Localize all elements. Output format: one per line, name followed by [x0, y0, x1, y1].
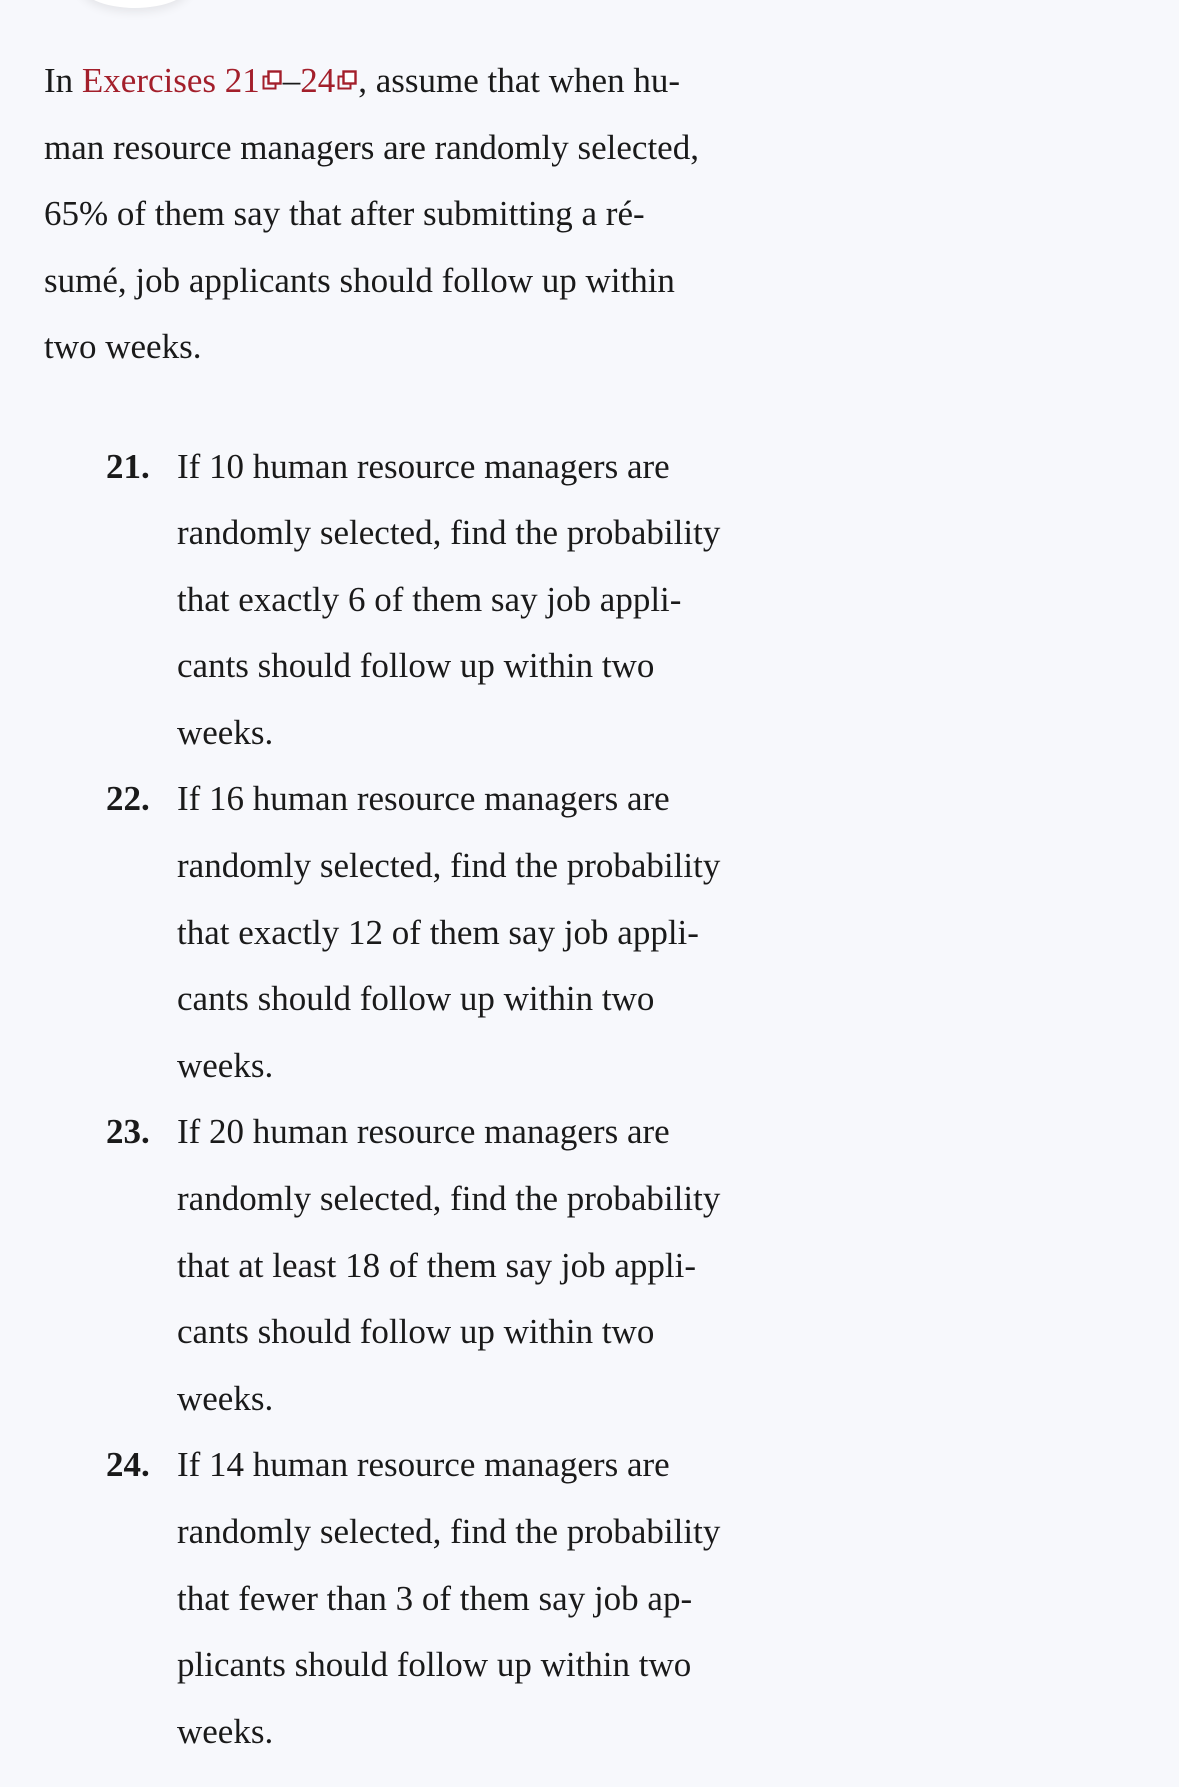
exercise-section [44, 48, 844, 1765]
intro-line: sumé, job applicants should follow up within [44, 260, 675, 300]
exercise-text-line: weeks. [177, 1711, 274, 1751]
exercise-number: 23. [106, 1112, 150, 1152]
exercise-text-line: weeks. [177, 1045, 274, 1085]
exercise-text-line: If 16 human resource managers are [177, 779, 670, 819]
exercise-text-line: cants should follow up within two [177, 979, 655, 1019]
exercise-21-link[interactable]: Exercises 21 [82, 61, 283, 100]
exercise-23 [106, 1099, 844, 1432]
exercise-24-link[interactable]: 24 [300, 61, 358, 100]
intro-line: man resource managers are randomly selected, [44, 127, 699, 167]
intro-line: two weeks. [44, 327, 202, 366]
external-link-icon [337, 70, 357, 90]
exercise-text-line: weeks. [177, 712, 274, 752]
exercise-text-line: If 20 human resource managers are [177, 1112, 670, 1152]
exercise-21 [106, 434, 844, 767]
intro-line: In Exercises 21 –24 , assume that when hu- [44, 61, 680, 100]
intro-paragraph [44, 48, 844, 381]
external-link-icon [262, 70, 282, 90]
exercise-text-line: randomly selected, find the probability [177, 1512, 721, 1551]
exercise-number: 22. [106, 779, 150, 819]
exercise-list [44, 434, 844, 1766]
exercise-text-line: that exactly 12 of them say job appli- [177, 912, 699, 952]
exercise-number: 21. [106, 446, 150, 486]
exercise-text-line: randomly selected, find the probability [177, 846, 721, 886]
exercise-text-line: cants should follow up within two [177, 1312, 655, 1352]
exercise-text-line: randomly selected, find the probability [177, 1179, 721, 1219]
intro-line: 65% of them say that after submitting a ré- [44, 194, 645, 233]
exercise-number: 24. [106, 1445, 150, 1485]
exercise-text-line: randomly selected, find the probability [177, 513, 721, 553]
exercise-text-line: weeks. [177, 1378, 274, 1418]
exercise-text-line: If 14 human resource managers are [177, 1445, 670, 1485]
floating-control-edge [80, 0, 190, 8]
exercise-text-line: cants should follow up within two [177, 646, 655, 686]
exercise-text-line: If 10 human resource managers are [177, 446, 670, 486]
exercise-24 [106, 1432, 844, 1765]
exercise-text-line: that exactly 6 of them say job appli- [177, 579, 682, 619]
exercise-text-line: that fewer than 3 of them say job ap- [177, 1578, 693, 1618]
exercise-text-line: plicants should follow up within two [177, 1645, 692, 1685]
exercise-22 [106, 766, 844, 1099]
exercise-text-line: that at least 18 of them say job appli- [177, 1245, 697, 1285]
